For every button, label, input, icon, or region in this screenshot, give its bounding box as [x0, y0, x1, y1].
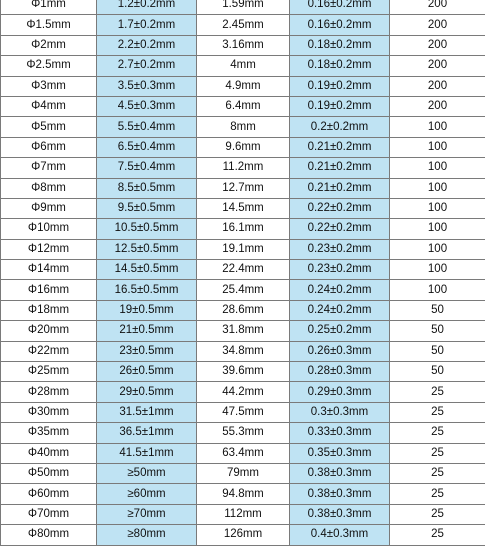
size-cell: Φ7mm	[1, 158, 97, 178]
thickness-cell: 0.26±0.3mm	[290, 341, 390, 361]
inner-diameter-cell: 1.2±0.2mm	[97, 0, 197, 15]
size-cell: Φ70mm	[1, 504, 97, 524]
table-row	[1, 0, 485, 15]
size-cell: Φ14mm	[1, 260, 97, 280]
inner-diameter-cell: 29±0.5mm	[97, 382, 197, 402]
table-row	[1, 423, 485, 443]
table-row	[1, 504, 485, 524]
width-cell: 14.5mm	[197, 198, 290, 218]
size-cell: Φ40mm	[1, 443, 97, 463]
thickness-cell: 0.24±0.2mm	[290, 300, 390, 320]
size-cell: Φ10mm	[1, 219, 97, 239]
table-row	[1, 198, 485, 218]
table-row	[1, 117, 485, 137]
width-cell: 126mm	[197, 525, 290, 545]
table-row	[1, 137, 485, 157]
width-cell: 79mm	[197, 463, 290, 483]
quantity-cell: 100	[390, 219, 485, 239]
quantity-cell: 25	[390, 504, 485, 524]
thickness-cell: 0.38±0.3mm	[290, 504, 390, 524]
width-cell: 112mm	[197, 504, 290, 524]
thickness-cell: 0.35±0.3mm	[290, 443, 390, 463]
inner-diameter-cell: 2.2±0.2mm	[97, 35, 197, 55]
thickness-cell: 0.24±0.2mm	[290, 280, 390, 300]
width-cell: 4.9mm	[197, 76, 290, 96]
inner-diameter-cell: ≥50mm	[97, 463, 197, 483]
width-cell: 19.1mm	[197, 239, 290, 259]
width-cell: 47.5mm	[197, 402, 290, 422]
quantity-cell: 200	[390, 96, 485, 116]
width-cell: 11.2mm	[197, 158, 290, 178]
size-cell: Φ25mm	[1, 362, 97, 382]
size-cell: Φ20mm	[1, 321, 97, 341]
quantity-cell: 25	[390, 382, 485, 402]
size-cell: Φ22mm	[1, 341, 97, 361]
table-row	[1, 76, 485, 96]
inner-diameter-cell: 8.5±0.5mm	[97, 178, 197, 198]
inner-diameter-cell: 9.5±0.5mm	[97, 198, 197, 218]
inner-diameter-cell: 2.7±0.2mm	[97, 56, 197, 76]
thickness-cell: 0.3±0.3mm	[290, 402, 390, 422]
quantity-cell: 50	[390, 362, 485, 382]
inner-diameter-cell: ≥70mm	[97, 504, 197, 524]
thickness-cell: 0.28±0.3mm	[290, 362, 390, 382]
inner-diameter-cell: 31.5±1mm	[97, 402, 197, 422]
inner-diameter-cell: 3.5±0.3mm	[97, 76, 197, 96]
inner-diameter-cell: 36.5±1mm	[97, 423, 197, 443]
quantity-cell: 200	[390, 0, 485, 15]
size-cell: Φ8mm	[1, 178, 97, 198]
width-cell: 55.3mm	[197, 423, 290, 443]
width-cell: 34.8mm	[197, 341, 290, 361]
quantity-cell: 25	[390, 484, 485, 504]
thickness-cell: 0.22±0.2mm	[290, 198, 390, 218]
size-cell: Φ35mm	[1, 423, 97, 443]
quantity-cell: 100	[390, 280, 485, 300]
width-cell: 6.4mm	[197, 96, 290, 116]
size-cell: Φ1.5mm	[1, 15, 97, 35]
size-cell: Φ4mm	[1, 96, 97, 116]
quantity-cell: 50	[390, 321, 485, 341]
width-cell: 8mm	[197, 117, 290, 137]
size-cell: Φ60mm	[1, 484, 97, 504]
inner-diameter-cell: 26±0.5mm	[97, 362, 197, 382]
thickness-cell: 0.21±0.2mm	[290, 158, 390, 178]
thickness-cell: 0.2±0.2mm	[290, 117, 390, 137]
inner-diameter-cell: 5.5±0.4mm	[97, 117, 197, 137]
thickness-cell: 0.21±0.2mm	[290, 178, 390, 198]
table-row	[1, 260, 485, 280]
table-row	[1, 15, 485, 35]
inner-diameter-cell: 16.5±0.5mm	[97, 280, 197, 300]
inner-diameter-cell: 6.5±0.4mm	[97, 137, 197, 157]
inner-diameter-cell: 10.5±0.5mm	[97, 219, 197, 239]
table-row	[1, 484, 485, 504]
inner-diameter-cell: 12.5±0.5mm	[97, 239, 197, 259]
table-row	[1, 463, 485, 483]
size-cell: Φ30mm	[1, 402, 97, 422]
size-cell: Φ1mm	[1, 0, 97, 15]
size-cell: Φ12mm	[1, 239, 97, 259]
thickness-cell: 0.25±0.2mm	[290, 321, 390, 341]
table-row	[1, 239, 485, 259]
width-cell: 39.6mm	[197, 362, 290, 382]
width-cell: 1.59mm	[197, 0, 290, 15]
inner-diameter-cell: 14.5±0.5mm	[97, 260, 197, 280]
width-cell: 22.4mm	[197, 260, 290, 280]
quantity-cell: 25	[390, 525, 485, 545]
width-cell: 28.6mm	[197, 300, 290, 320]
size-cell: Φ50mm	[1, 463, 97, 483]
table-row	[1, 402, 485, 422]
size-cell: Φ18mm	[1, 300, 97, 320]
thickness-cell: 0.23±0.2mm	[290, 260, 390, 280]
width-cell: 4mm	[197, 56, 290, 76]
quantity-cell: 100	[390, 158, 485, 178]
thickness-cell: 0.4±0.3mm	[290, 525, 390, 545]
thickness-cell: 0.19±0.2mm	[290, 96, 390, 116]
width-cell: 44.2mm	[197, 382, 290, 402]
table-row	[1, 300, 485, 320]
width-cell: 63.4mm	[197, 443, 290, 463]
table-row	[1, 219, 485, 239]
thickness-cell: 0.38±0.3mm	[290, 463, 390, 483]
table-row	[1, 158, 485, 178]
width-cell: 12.7mm	[197, 178, 290, 198]
size-cell: Φ3mm	[1, 76, 97, 96]
thickness-cell: 0.22±0.2mm	[290, 219, 390, 239]
quantity-cell: 25	[390, 443, 485, 463]
size-cell: Φ28mm	[1, 382, 97, 402]
inner-diameter-cell: 41.5±1mm	[97, 443, 197, 463]
table-row	[1, 525, 485, 545]
table-row	[1, 341, 485, 361]
table-row	[1, 362, 485, 382]
thickness-cell: 0.23±0.2mm	[290, 239, 390, 259]
quantity-cell: 25	[390, 402, 485, 422]
width-cell: 9.6mm	[197, 137, 290, 157]
size-cell: Φ5mm	[1, 117, 97, 137]
thickness-cell: 0.38±0.3mm	[290, 484, 390, 504]
quantity-cell: 100	[390, 198, 485, 218]
quantity-cell: 100	[390, 239, 485, 259]
size-cell: Φ2mm	[1, 35, 97, 55]
size-cell: Φ6mm	[1, 137, 97, 157]
thickness-cell: 0.29±0.3mm	[290, 382, 390, 402]
size-cell: Φ2.5mm	[1, 56, 97, 76]
thickness-cell: 0.16±0.2mm	[290, 15, 390, 35]
quantity-cell: 25	[390, 423, 485, 443]
inner-diameter-cell: 21±0.5mm	[97, 321, 197, 341]
table-row	[1, 56, 485, 76]
spec-table-body	[1, 0, 485, 545]
quantity-cell: 100	[390, 137, 485, 157]
thickness-cell: 0.33±0.3mm	[290, 423, 390, 443]
inner-diameter-cell: 7.5±0.4mm	[97, 158, 197, 178]
table-row	[1, 35, 485, 55]
quantity-cell: 200	[390, 76, 485, 96]
size-cell: Φ9mm	[1, 198, 97, 218]
inner-diameter-cell: 1.7±0.2mm	[97, 15, 197, 35]
thickness-cell: 0.21±0.2mm	[290, 137, 390, 157]
table-row	[1, 178, 485, 198]
width-cell: 94.8mm	[197, 484, 290, 504]
inner-diameter-cell: 23±0.5mm	[97, 341, 197, 361]
width-cell: 2.45mm	[197, 15, 290, 35]
quantity-cell: 25	[390, 463, 485, 483]
quantity-cell: 50	[390, 341, 485, 361]
inner-diameter-cell: 19±0.5mm	[97, 300, 197, 320]
quantity-cell: 200	[390, 35, 485, 55]
quantity-cell: 100	[390, 117, 485, 137]
thickness-cell: 0.16±0.2mm	[290, 0, 390, 15]
width-cell: 3.16mm	[197, 35, 290, 55]
quantity-cell: 50	[390, 300, 485, 320]
size-cell: Φ16mm	[1, 280, 97, 300]
inner-diameter-cell: ≥80mm	[97, 525, 197, 545]
table-row	[1, 382, 485, 402]
quantity-cell: 200	[390, 15, 485, 35]
thickness-cell: 0.19±0.2mm	[290, 76, 390, 96]
quantity-cell: 100	[390, 178, 485, 198]
thickness-cell: 0.18±0.2mm	[290, 56, 390, 76]
width-cell: 16.1mm	[197, 219, 290, 239]
size-cell: Φ80mm	[1, 525, 97, 545]
table-row	[1, 96, 485, 116]
inner-diameter-cell: 4.5±0.3mm	[97, 96, 197, 116]
quantity-cell: 200	[390, 56, 485, 76]
quantity-cell: 100	[390, 260, 485, 280]
width-cell: 25.4mm	[197, 280, 290, 300]
table-row	[1, 443, 485, 463]
table-row	[1, 280, 485, 300]
width-cell: 31.8mm	[197, 321, 290, 341]
table-row	[1, 321, 485, 341]
thickness-cell: 0.18±0.2mm	[290, 35, 390, 55]
inner-diameter-cell: ≥60mm	[97, 484, 197, 504]
